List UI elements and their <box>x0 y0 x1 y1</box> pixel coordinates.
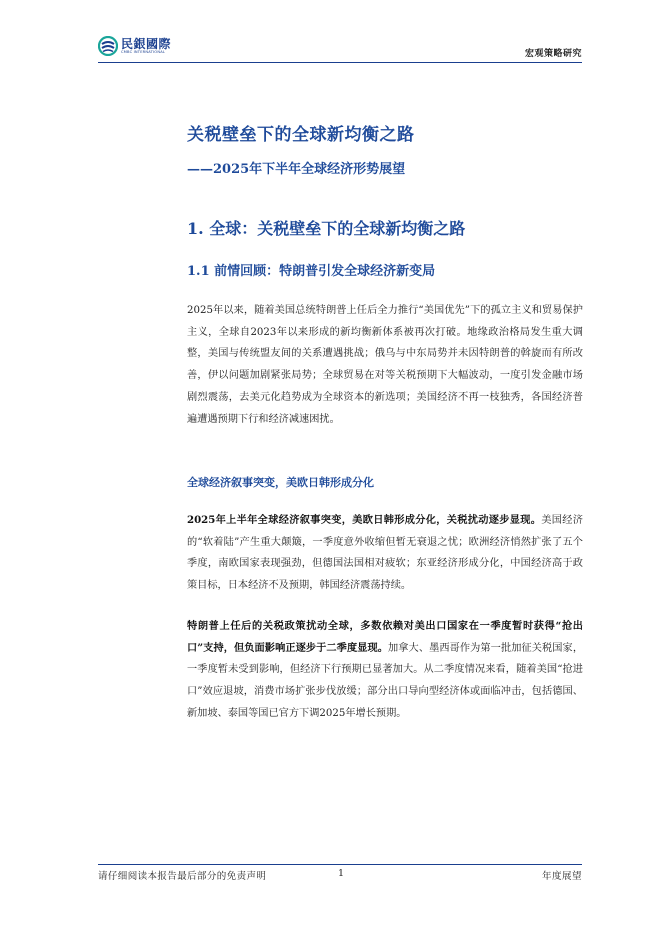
report-subtitle: ——2025年下半年全球经济形势展望 <box>187 162 406 177</box>
report-category: 宏观策略研究 <box>524 49 582 59</box>
header-divider <box>98 62 582 63</box>
document-type: 年度展望 <box>541 871 582 882</box>
section-heading-1-1: 1.1 前情回顾：特朗普引发全球经济新变局 <box>187 264 436 279</box>
paragraph-divergence <box>187 510 583 597</box>
paragraph-tariff-lead: 特朗普上任后的关税政策扰动全球，多数依赖对美出口国家在一季度暂时获得“抢出口”支持，但负面影响正逐步于二季度显现。 <box>187 620 583 654</box>
paragraph-tariff-body: 加拿大、墨西哥作为第一批加征关税国家，一季度暂未受到影响，但经济下行预期已显著加大。从二季度情况来看，随着美国“抢进口”效应退坡，消费市场扩张步伐放缓；部分出口导向型经济体或面临冲击，包括德国、新加坡、泰国等国已官方下调2025年增长预期。 <box>187 642 584 719</box>
logo-english-text: CMBC INTERNATIONAL <box>121 49 166 54</box>
paragraph-divergence-lead: 2025年上半年全球经济叙事突变，美欧日韩形成分化，关税扰动逐步显现。 <box>187 514 542 526</box>
logo <box>98 36 171 56</box>
paragraph-tariff <box>187 616 583 725</box>
page-header <box>98 36 582 62</box>
footer-divider <box>98 864 582 865</box>
report-title: 关税壁垒下的全球新均衡之路 <box>187 125 415 145</box>
disclaimer-note: 请仔细阅读本报告最后部分的免责声明 <box>98 871 267 882</box>
paragraph-divergence-body: 美国经济的“软着陆”产生重大颠簸，一季度意外收缩但暂无衰退之忧；欧洲经济悄然扩张了五个季度，南欧国家表现强劲，但德国法国相对疲软；东亚经济形成分化，中国经济高于政策目标，日本经济不及预期，韩国经济震荡持续。 <box>187 515 583 592</box>
subsection-heading: 全球经济叙事突变，美欧日韩形成分化 <box>187 476 374 489</box>
intro-paragraph: 2025年以来，随着美国总统特朗普上任后全力推行“美国优先”下的孤立主义和贸易保护主义，全球自2023年以来形成的新均衡新体系被再次打破。地缘政治格局发生重大调整，美国与传统盟友间的关系遭遇挑战；俄乌与中东局势并未因特朗普的斡旋而有所改善，伊以问题加剧紧张局势；全球贸易在对等关税预期下大幅波动，一度引发金融市场剧烈震荡，去美元化趋势成为全球资本的新选项；美国经济不再一枝独秀，各国经济普遍遭遇预期下行和经济减速困扰。 <box>187 305 583 425</box>
section-heading-1: 1. 全球：关税壁垒下的全球新均衡之路 <box>187 219 466 238</box>
cmbc-logo-icon <box>98 36 118 56</box>
logo-chinese-text: 民銀國際 <box>121 36 172 51</box>
page-number: 1 <box>338 868 345 879</box>
page-footer <box>98 868 582 884</box>
